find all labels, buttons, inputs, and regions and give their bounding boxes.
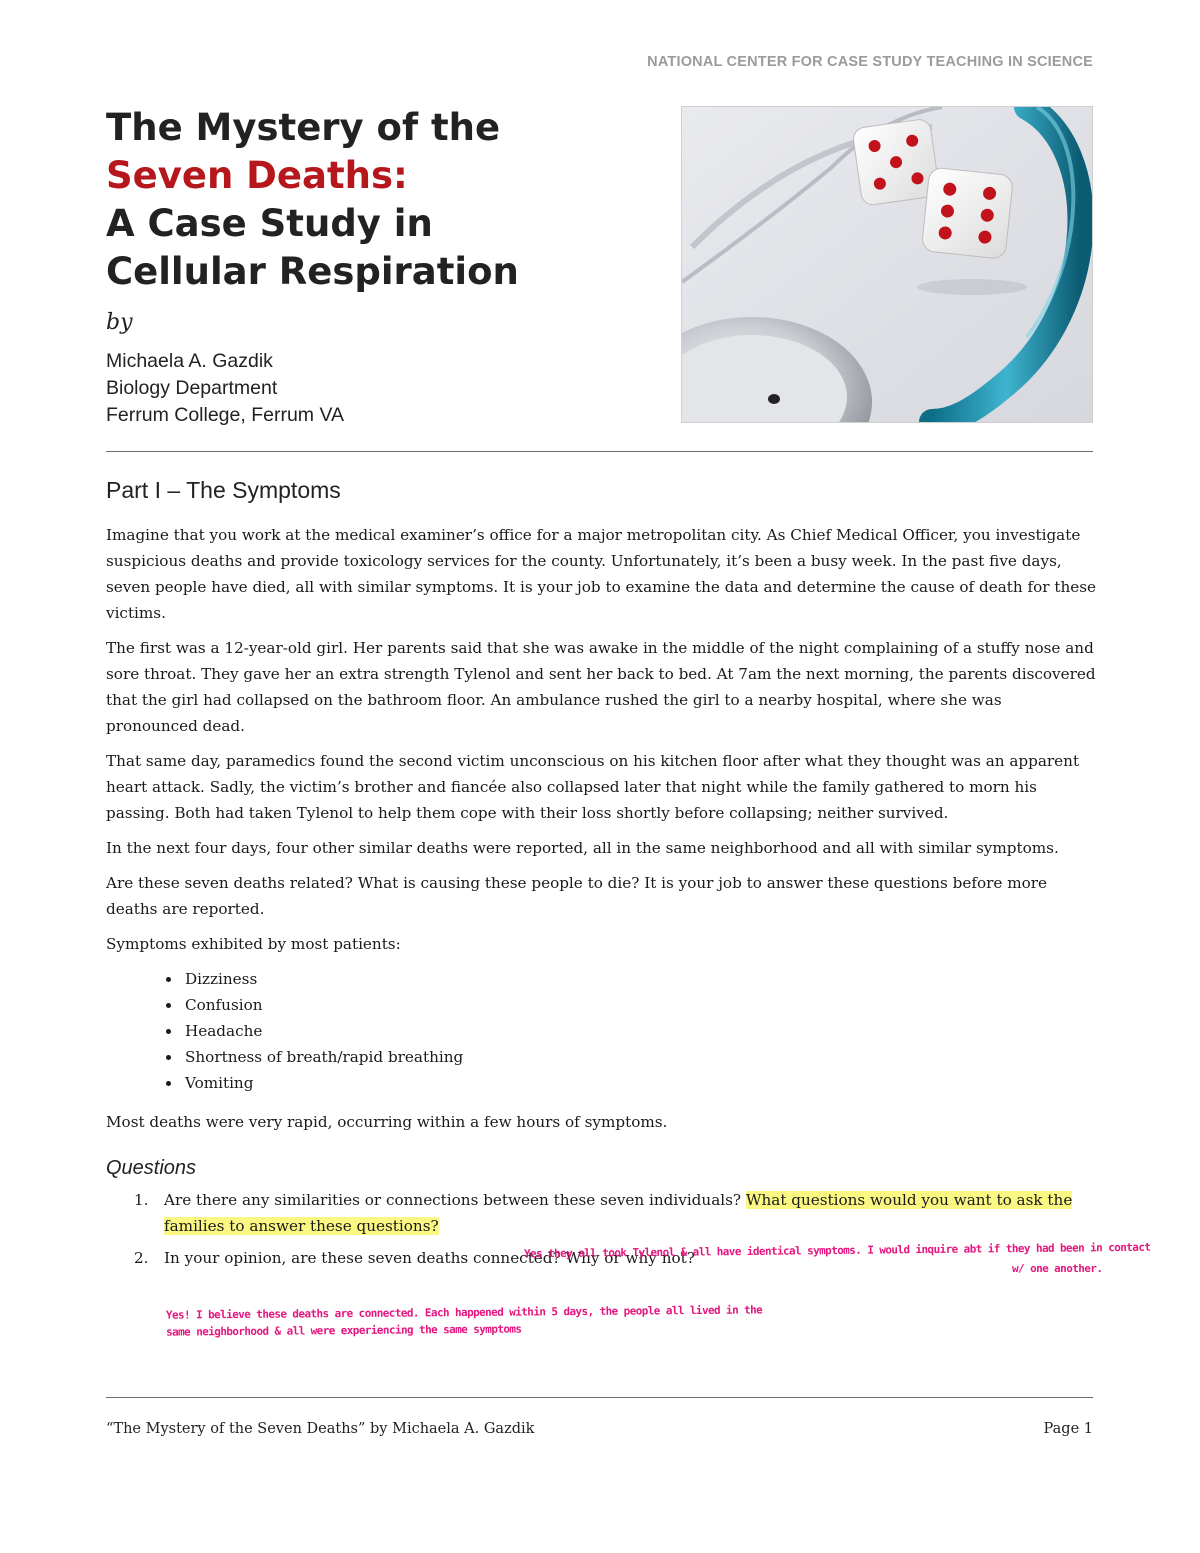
- symptom-list: [106, 966, 1096, 1096]
- paragraph: Are these seven deaths related? What is causing these people to die? It is your job to answer these questions before more deaths are reported.: [106, 874, 1048, 918]
- paragraph: That same day, paramedics found the second victim unconscious on his kitchen floor after what they thought was an apparent heart attack. Sadly, the victim’s brother and fiancée also collapsed later that night while the family gathered to morn his passing. Both had taken Tylenol to help them cope with their loss shortly before collapsing; neither survived.: [106, 752, 1080, 822]
- page-title: [106, 104, 519, 296]
- footer-divider: [106, 1397, 1093, 1398]
- handwritten-answer-1-continued: w/ one another.: [1012, 1262, 1103, 1275]
- question-text: Are there any similarities or connections between these seven individuals?: [164, 1191, 746, 1209]
- byline-by: by: [106, 310, 133, 335]
- title-line-1: The Mystery of the: [106, 106, 501, 149]
- paragraph: The first was a 12-year-old girl. Her parents said that she was awake in the middle of the night complaining of a stuffy nose and sore throat. They gave her an extra strength Tylenol and sent her back to bed. At 7am the next morning, the parents discovered that the girl had collapsed on the bathroom floor. An ambulance rushed the girl to a nearby hospital, where she was pronounced dead.: [106, 639, 1096, 735]
- question-number: 1.: [134, 1191, 149, 1209]
- highlighted-text: What questions would you want to ask the families to answer these questions?: [164, 1191, 1073, 1235]
- organization-header: NATIONAL CENTER FOR CASE STUDY TEACHING IN SCIENCE: [647, 54, 1093, 70]
- question-text: In your opinion, are these seven deaths connected? Why or why not?: [164, 1249, 695, 1267]
- list-item: Dizziness: [164, 966, 1096, 992]
- author-name: Michaela A. Gazdik: [106, 350, 273, 372]
- paragraph: Symptoms exhibited by most patients:: [106, 935, 401, 953]
- title-line-4: Cellular Respiration: [106, 250, 519, 293]
- page-number: Page 1: [1043, 1421, 1093, 1437]
- question-number: 2.: [134, 1249, 149, 1267]
- handwritten-answer-2: Yes! I believe these deaths are connected. Each happened within 5 days, the people all lived in the same neighborhood & all were experiencing the same symptoms: [165, 1303, 763, 1339]
- author-institution: Ferrum College, Ferrum VA: [106, 404, 345, 426]
- title-line-2: Seven Deaths:: [106, 154, 408, 197]
- list-item: Confusion: [164, 992, 1096, 1018]
- cover-image: [681, 106, 1093, 423]
- list-item: Headache: [164, 1018, 1096, 1044]
- question-item: [106, 1187, 1096, 1239]
- title-line-3: A Case Study in: [106, 202, 433, 245]
- paragraph: Most deaths were very rapid, occurring within a few hours of symptoms.: [106, 1113, 668, 1131]
- paragraph: In the next four days, four other similar deaths were reported, all in the same neighborhood and all with similar symptoms.: [106, 839, 1059, 857]
- list-item: Vomiting: [164, 1070, 1096, 1096]
- questions-heading: Questions: [106, 1157, 197, 1179]
- handwritten-answer-1: Yes they all took Tylenol & all have identical symptoms. I would inquire abt if they had been in contact: [523, 1240, 1151, 1261]
- header-divider: [106, 451, 1093, 452]
- section-heading: Part I – The Symptoms: [106, 477, 341, 503]
- author-department: Biology Department: [106, 377, 278, 399]
- paragraph: Imagine that you work at the medical examiner’s office for a major metropolitan city. As Chief Medical Officer, you investigate suspicious deaths and provide toxicology services for the county. Unfortunately, it’s been a busy week. In the past five days, seven people have died, all with similar symptoms. It is your job to examine the data and determine the cause of death for these victims.: [106, 526, 1096, 622]
- dice-right: [921, 167, 1013, 259]
- list-item: Shortness of breath/rapid breathing: [164, 1044, 1096, 1070]
- case-body: [106, 522, 1096, 1277]
- author-block: [106, 348, 344, 429]
- footer-citation: “The Mystery of the Seven Deaths” by Michaela A. Gazdik: [106, 1421, 535, 1437]
